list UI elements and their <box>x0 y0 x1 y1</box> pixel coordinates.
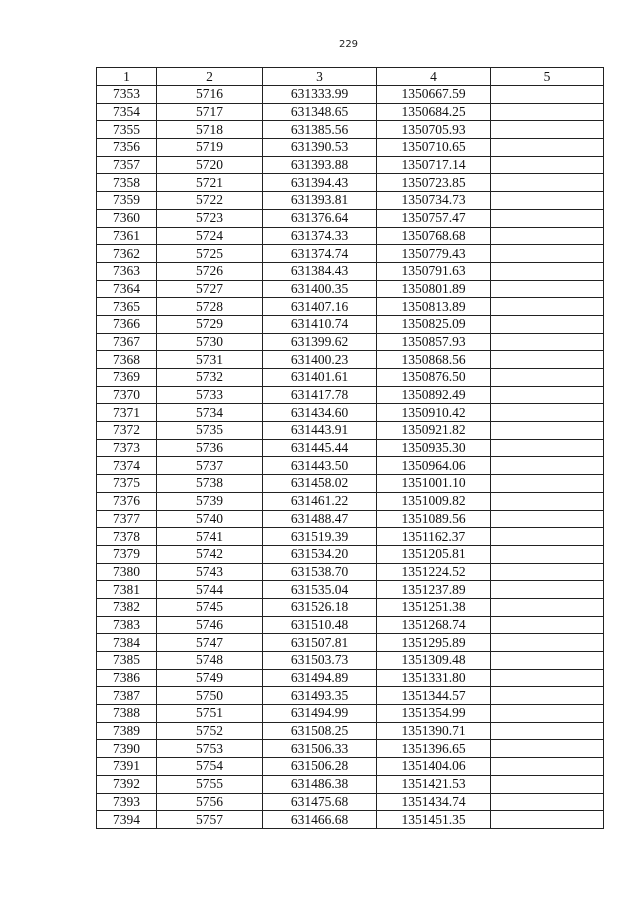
cell-point-number: 7374 <box>97 457 157 475</box>
table-row <box>97 103 604 121</box>
cell-point-id: 5721 <box>157 174 263 192</box>
cell-x-coordinate: 631506.28 <box>263 758 377 776</box>
cell-notes <box>491 616 604 634</box>
cell-notes <box>491 439 604 457</box>
cell-y-coordinate: 1351331.80 <box>377 669 491 687</box>
table-row <box>97 652 604 670</box>
cell-x-coordinate: 631417.78 <box>263 386 377 404</box>
cell-notes <box>491 351 604 369</box>
table-row <box>97 174 604 192</box>
cell-y-coordinate: 1351344.57 <box>377 687 491 705</box>
cell-y-coordinate: 1350892.49 <box>377 386 491 404</box>
cell-point-id: 5726 <box>157 262 263 280</box>
cell-x-coordinate: 631486.38 <box>263 775 377 793</box>
cell-notes <box>491 280 604 298</box>
cell-notes <box>491 758 604 776</box>
cell-point-number: 7378 <box>97 528 157 546</box>
cell-notes <box>491 369 604 387</box>
cell-point-number: 7360 <box>97 209 157 227</box>
cell-notes <box>491 192 604 210</box>
cell-x-coordinate: 631393.88 <box>263 156 377 174</box>
table-row <box>97 245 604 263</box>
cell-point-number: 7353 <box>97 86 157 104</box>
cell-point-id: 5722 <box>157 192 263 210</box>
cell-point-id: 5750 <box>157 687 263 705</box>
cell-point-number: 7362 <box>97 245 157 263</box>
cell-x-coordinate: 631434.60 <box>263 404 377 422</box>
cell-point-number: 7384 <box>97 634 157 652</box>
cell-point-number: 7356 <box>97 139 157 157</box>
cell-point-id: 5725 <box>157 245 263 263</box>
cell-y-coordinate: 1350734.73 <box>377 192 491 210</box>
cell-y-coordinate: 1350684.25 <box>377 103 491 121</box>
cell-point-number: 7393 <box>97 793 157 811</box>
coordinates-table <box>96 67 604 829</box>
cell-y-coordinate: 1350910.42 <box>377 404 491 422</box>
cell-x-coordinate: 631333.99 <box>263 86 377 104</box>
cell-notes <box>491 722 604 740</box>
cell-point-id: 5753 <box>157 740 263 758</box>
cell-point-id: 5747 <box>157 634 263 652</box>
cell-point-id: 5733 <box>157 386 263 404</box>
cell-notes <box>491 581 604 599</box>
cell-y-coordinate: 1351162.37 <box>377 528 491 546</box>
table-row <box>97 457 604 475</box>
cell-notes <box>491 103 604 121</box>
cell-point-id: 5755 <box>157 775 263 793</box>
cell-x-coordinate: 631475.68 <box>263 793 377 811</box>
cell-point-id: 5745 <box>157 598 263 616</box>
cell-point-id: 5729 <box>157 315 263 333</box>
cell-x-coordinate: 631510.48 <box>263 616 377 634</box>
cell-point-number: 7359 <box>97 192 157 210</box>
cell-notes <box>491 227 604 245</box>
cell-point-number: 7392 <box>97 775 157 793</box>
cell-x-coordinate: 631506.33 <box>263 740 377 758</box>
cell-point-number: 7377 <box>97 510 157 528</box>
cell-point-id: 5719 <box>157 139 263 157</box>
cell-point-id: 5746 <box>157 616 263 634</box>
cell-x-coordinate: 631443.91 <box>263 422 377 440</box>
table-row <box>97 280 604 298</box>
cell-x-coordinate: 631376.64 <box>263 209 377 227</box>
cell-x-coordinate: 631526.18 <box>263 598 377 616</box>
cell-y-coordinate: 1351251.38 <box>377 598 491 616</box>
cell-notes <box>491 245 604 263</box>
table-row <box>97 793 604 811</box>
cell-point-number: 7379 <box>97 545 157 563</box>
cell-y-coordinate: 1350935.30 <box>377 439 491 457</box>
cell-point-number: 7354 <box>97 103 157 121</box>
table-row <box>97 439 604 457</box>
cell-x-coordinate: 631466.68 <box>263 811 377 829</box>
cell-x-coordinate: 631535.04 <box>263 581 377 599</box>
cell-notes <box>491 563 604 581</box>
cell-x-coordinate: 631503.73 <box>263 652 377 670</box>
cell-y-coordinate: 1351089.56 <box>377 510 491 528</box>
cell-point-number: 7382 <box>97 598 157 616</box>
cell-x-coordinate: 631410.74 <box>263 315 377 333</box>
cell-y-coordinate: 1351268.74 <box>377 616 491 634</box>
table-row <box>97 510 604 528</box>
cell-point-id: 5728 <box>157 298 263 316</box>
cell-notes <box>491 705 604 723</box>
cell-point-number: 7387 <box>97 687 157 705</box>
table-row <box>97 315 604 333</box>
cell-notes <box>491 209 604 227</box>
cell-point-number: 7394 <box>97 811 157 829</box>
cell-point-number: 7373 <box>97 439 157 457</box>
cell-point-id: 5756 <box>157 793 263 811</box>
cell-point-number: 7357 <box>97 156 157 174</box>
cell-point-id: 5732 <box>157 369 263 387</box>
cell-point-id: 5731 <box>157 351 263 369</box>
cell-notes <box>491 315 604 333</box>
cell-point-number: 7386 <box>97 669 157 687</box>
table-row <box>97 298 604 316</box>
cell-point-number: 7381 <box>97 581 157 599</box>
cell-x-coordinate: 631538.70 <box>263 563 377 581</box>
column-header-5: 5 <box>491 68 604 86</box>
cell-notes <box>491 492 604 510</box>
cell-y-coordinate: 1351309.48 <box>377 652 491 670</box>
cell-y-coordinate: 1351390.71 <box>377 722 491 740</box>
cell-notes <box>491 262 604 280</box>
cell-point-id: 5743 <box>157 563 263 581</box>
cell-notes <box>491 545 604 563</box>
cell-y-coordinate: 1351434.74 <box>377 793 491 811</box>
cell-point-number: 7371 <box>97 404 157 422</box>
cell-notes <box>491 634 604 652</box>
cell-y-coordinate: 1350667.59 <box>377 86 491 104</box>
table-row <box>97 740 604 758</box>
cell-x-coordinate: 631393.81 <box>263 192 377 210</box>
cell-notes <box>491 510 604 528</box>
table-row <box>97 669 604 687</box>
cell-y-coordinate: 1350868.56 <box>377 351 491 369</box>
cell-point-number: 7367 <box>97 333 157 351</box>
cell-point-id: 5738 <box>157 475 263 493</box>
table-row <box>97 581 604 599</box>
cell-y-coordinate: 1350791.63 <box>377 262 491 280</box>
cell-y-coordinate: 1351421.53 <box>377 775 491 793</box>
cell-point-id: 5718 <box>157 121 263 139</box>
table-row <box>97 121 604 139</box>
cell-point-id: 5744 <box>157 581 263 599</box>
cell-notes <box>491 528 604 546</box>
cell-notes <box>491 174 604 192</box>
cell-x-coordinate: 631493.35 <box>263 687 377 705</box>
cell-y-coordinate: 1350876.50 <box>377 369 491 387</box>
table-row <box>97 386 604 404</box>
cell-point-id: 5751 <box>157 705 263 723</box>
cell-point-id: 5735 <box>157 422 263 440</box>
cell-point-number: 7391 <box>97 758 157 776</box>
table-row <box>97 705 604 723</box>
cell-point-id: 5739 <box>157 492 263 510</box>
cell-point-id: 5717 <box>157 103 263 121</box>
cell-y-coordinate: 1351451.35 <box>377 811 491 829</box>
cell-point-number: 7388 <box>97 705 157 723</box>
cell-y-coordinate: 1351295.89 <box>377 634 491 652</box>
cell-point-id: 5734 <box>157 404 263 422</box>
cell-x-coordinate: 631488.47 <box>263 510 377 528</box>
cell-x-coordinate: 631394.43 <box>263 174 377 192</box>
cell-y-coordinate: 1350768.68 <box>377 227 491 245</box>
cell-notes <box>491 598 604 616</box>
cell-point-number: 7366 <box>97 315 157 333</box>
cell-point-number: 7376 <box>97 492 157 510</box>
cell-point-number: 7364 <box>97 280 157 298</box>
cell-x-coordinate: 631458.02 <box>263 475 377 493</box>
cell-point-number: 7363 <box>97 262 157 280</box>
cell-x-coordinate: 631508.25 <box>263 722 377 740</box>
cell-point-id: 5749 <box>157 669 263 687</box>
cell-y-coordinate: 1350705.93 <box>377 121 491 139</box>
cell-x-coordinate: 631534.20 <box>263 545 377 563</box>
column-header-1: 1 <box>97 68 157 86</box>
table-row <box>97 227 604 245</box>
cell-y-coordinate: 1350779.43 <box>377 245 491 263</box>
table-row <box>97 262 604 280</box>
table-row <box>97 545 604 563</box>
cell-notes <box>491 86 604 104</box>
cell-x-coordinate: 631384.43 <box>263 262 377 280</box>
cell-x-coordinate: 631374.33 <box>263 227 377 245</box>
cell-y-coordinate: 1351224.52 <box>377 563 491 581</box>
cell-notes <box>491 475 604 493</box>
cell-point-number: 7361 <box>97 227 157 245</box>
cell-y-coordinate: 1350801.89 <box>377 280 491 298</box>
cell-y-coordinate: 1350825.09 <box>377 315 491 333</box>
cell-y-coordinate: 1351396.65 <box>377 740 491 758</box>
cell-notes <box>491 156 604 174</box>
table-row <box>97 333 604 351</box>
cell-notes <box>491 687 604 705</box>
cell-x-coordinate: 631400.23 <box>263 351 377 369</box>
table-row <box>97 192 604 210</box>
column-header-4: 4 <box>377 68 491 86</box>
cell-y-coordinate: 1350723.85 <box>377 174 491 192</box>
cell-x-coordinate: 631400.35 <box>263 280 377 298</box>
cell-notes <box>491 652 604 670</box>
table-row <box>97 598 604 616</box>
cell-y-coordinate: 1351354.99 <box>377 705 491 723</box>
cell-y-coordinate: 1350757.47 <box>377 209 491 227</box>
cell-x-coordinate: 631443.50 <box>263 457 377 475</box>
table-row <box>97 86 604 104</box>
cell-notes <box>491 811 604 829</box>
column-header-2: 2 <box>157 68 263 86</box>
cell-point-number: 7389 <box>97 722 157 740</box>
cell-point-id: 5741 <box>157 528 263 546</box>
table-row <box>97 404 604 422</box>
cell-x-coordinate: 631461.22 <box>263 492 377 510</box>
cell-point-number: 7385 <box>97 652 157 670</box>
cell-y-coordinate: 1350857.93 <box>377 333 491 351</box>
cell-notes <box>491 298 604 316</box>
cell-notes <box>491 139 604 157</box>
cell-point-number: 7372 <box>97 422 157 440</box>
cell-y-coordinate: 1351237.89 <box>377 581 491 599</box>
cell-y-coordinate: 1350964.06 <box>377 457 491 475</box>
table-row <box>97 475 604 493</box>
table-row <box>97 758 604 776</box>
table-row <box>97 139 604 157</box>
cell-point-number: 7375 <box>97 475 157 493</box>
cell-notes <box>491 422 604 440</box>
cell-notes <box>491 793 604 811</box>
cell-x-coordinate: 631348.65 <box>263 103 377 121</box>
table-row <box>97 563 604 581</box>
table-row <box>97 634 604 652</box>
table-row <box>97 492 604 510</box>
table-row <box>97 616 604 634</box>
cell-notes <box>491 775 604 793</box>
cell-x-coordinate: 631390.53 <box>263 139 377 157</box>
cell-point-id: 5752 <box>157 722 263 740</box>
cell-point-id: 5724 <box>157 227 263 245</box>
cell-y-coordinate: 1350921.82 <box>377 422 491 440</box>
table-row <box>97 351 604 369</box>
cell-point-id: 5720 <box>157 156 263 174</box>
table-row <box>97 775 604 793</box>
cell-x-coordinate: 631399.62 <box>263 333 377 351</box>
table-row <box>97 811 604 829</box>
cell-point-id: 5737 <box>157 457 263 475</box>
cell-x-coordinate: 631494.99 <box>263 705 377 723</box>
cell-point-id: 5754 <box>157 758 263 776</box>
table-row <box>97 687 604 705</box>
cell-point-id: 5740 <box>157 510 263 528</box>
cell-notes <box>491 740 604 758</box>
cell-point-id: 5748 <box>157 652 263 670</box>
cell-point-id: 5723 <box>157 209 263 227</box>
cell-point-number: 7355 <box>97 121 157 139</box>
cell-point-number: 7383 <box>97 616 157 634</box>
table-row <box>97 722 604 740</box>
cell-point-number: 7380 <box>97 563 157 581</box>
cell-x-coordinate: 631374.74 <box>263 245 377 263</box>
cell-y-coordinate: 1351009.82 <box>377 492 491 510</box>
cell-y-coordinate: 1351001.10 <box>377 475 491 493</box>
cell-point-id: 5716 <box>157 86 263 104</box>
cell-y-coordinate: 1350710.65 <box>377 139 491 157</box>
table-row <box>97 528 604 546</box>
cell-notes <box>491 669 604 687</box>
table-row <box>97 156 604 174</box>
cell-x-coordinate: 631507.81 <box>263 634 377 652</box>
cell-point-number: 7390 <box>97 740 157 758</box>
cell-point-number: 7368 <box>97 351 157 369</box>
cell-x-coordinate: 631445.44 <box>263 439 377 457</box>
cell-notes <box>491 333 604 351</box>
cell-x-coordinate: 631401.61 <box>263 369 377 387</box>
cell-x-coordinate: 631519.39 <box>263 528 377 546</box>
cell-point-id: 5736 <box>157 439 263 457</box>
cell-notes <box>491 121 604 139</box>
cell-y-coordinate: 1351205.81 <box>377 545 491 563</box>
table-body <box>97 86 604 829</box>
cell-point-number: 7370 <box>97 386 157 404</box>
cell-x-coordinate: 631385.56 <box>263 121 377 139</box>
table-header-row <box>97 68 604 86</box>
cell-y-coordinate: 1351404.06 <box>377 758 491 776</box>
column-header-3: 3 <box>263 68 377 86</box>
cell-y-coordinate: 1350717.14 <box>377 156 491 174</box>
cell-y-coordinate: 1350813.89 <box>377 298 491 316</box>
cell-point-id: 5727 <box>157 280 263 298</box>
page-number: 229 <box>338 39 359 50</box>
cell-notes <box>491 404 604 422</box>
cell-point-number: 7365 <box>97 298 157 316</box>
table-row <box>97 422 604 440</box>
cell-point-number: 7358 <box>97 174 157 192</box>
cell-notes <box>491 457 604 475</box>
cell-notes <box>491 386 604 404</box>
cell-point-number: 7369 <box>97 369 157 387</box>
cell-x-coordinate: 631407.16 <box>263 298 377 316</box>
cell-point-id: 5757 <box>157 811 263 829</box>
cell-point-id: 5742 <box>157 545 263 563</box>
table-row <box>97 209 604 227</box>
cell-point-id: 5730 <box>157 333 263 351</box>
table-row <box>97 369 604 387</box>
cell-x-coordinate: 631494.89 <box>263 669 377 687</box>
